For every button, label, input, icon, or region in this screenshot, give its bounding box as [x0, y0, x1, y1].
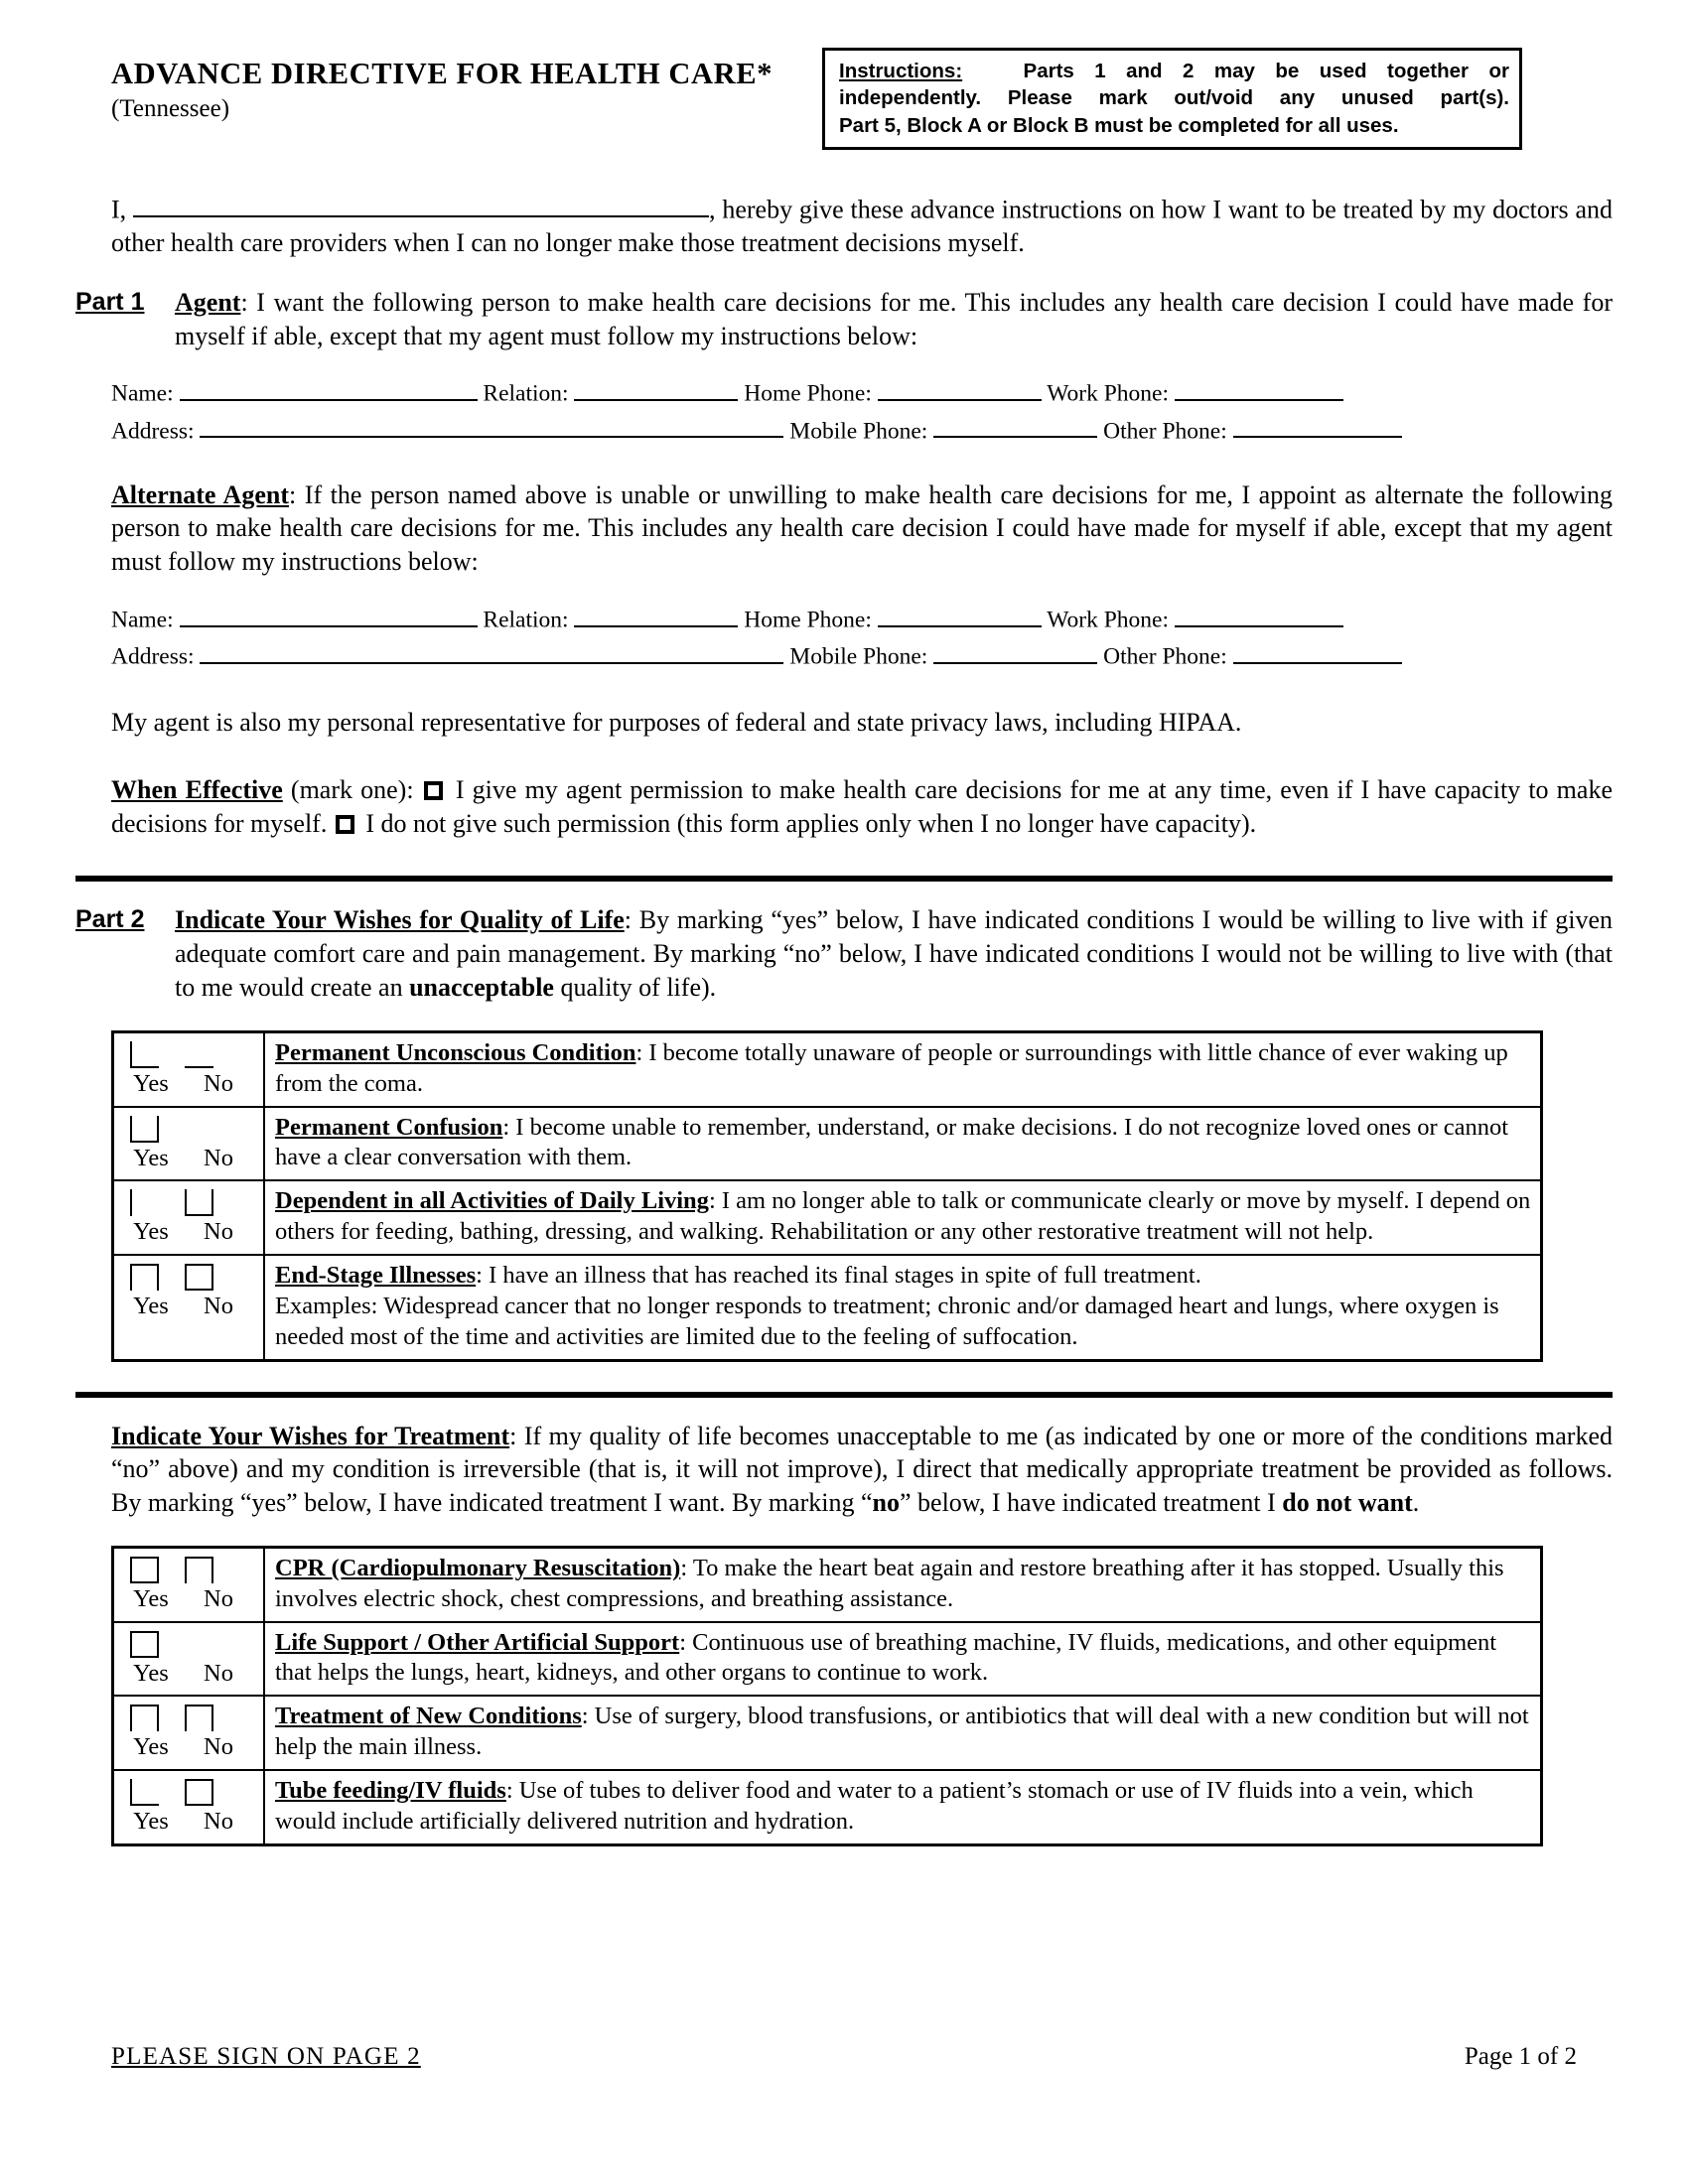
alt-agent-relation-label: Relation:: [483, 607, 569, 633]
alt-agent-name-input[interactable]: [180, 601, 478, 627]
yes-no-boxes: [114, 1264, 263, 1294]
when-effective-option-2-checkbox[interactable]: [336, 815, 354, 834]
alt-agent-work-phone-input[interactable]: [1175, 601, 1343, 627]
yes-no-cell: [113, 1696, 265, 1770]
agent-mobile-phone-label: Mobile Phone:: [789, 418, 928, 445]
page-number: Page 1 of 2: [1464, 2043, 1577, 2070]
agent-work-phone-input[interactable]: [1175, 374, 1343, 401]
treatment-row-heading: Treatment of New Conditions: [275, 1703, 582, 1730]
yes-no-cell: [113, 1180, 265, 1255]
yes-checkbox[interactable]: [130, 1705, 159, 1731]
treatment-heading: Indicate Your Wishes for Treatment: [111, 1421, 510, 1450]
instructions-line-2: independently. Please mark out/void any unused part(s).: [839, 86, 1509, 110]
yes-label: Yes: [133, 1808, 169, 1836]
yes-no-cell: [113, 1107, 265, 1181]
alternate-agent-text: : If the person named above is unable or unwilling to make health care decisions for me, I appoint as alternate the following person to make health care decisions for me. This includes any health care decision I could have made for myself if able, except that my agent must follow my instructions below:: [111, 479, 1613, 577]
part-2-body: [175, 903, 1613, 1004]
condition-text: : I have an illness that has reached its final stages in spite of full treatment.: [476, 1261, 1201, 1289]
alt-agent-home-phone-input[interactable]: [878, 601, 1042, 627]
yes-label: Yes: [133, 1584, 169, 1612]
alt-agent-address-input[interactable]: [200, 637, 783, 664]
no-label: No: [204, 1659, 233, 1687]
treatment-row-text: : To make the heart beat again and restore breathing after it has stopped. Usually this involves electric shock, chest compressions, and breathing assistance.: [275, 1554, 1504, 1612]
sign-note: PLEASE SIGN ON PAGE 2: [111, 2043, 421, 2070]
treatment-text-bold-1: no: [872, 1488, 900, 1518]
agent-address-input[interactable]: [200, 412, 783, 439]
agent-relation-label: Relation:: [483, 381, 569, 408]
when-effective-paragraph: [111, 773, 1613, 841]
when-effective-heading: When Effective: [111, 774, 283, 804]
alt-agent-mobile-phone-input[interactable]: [933, 637, 1097, 664]
no-checkbox[interactable]: [185, 1116, 213, 1143]
yes-no-boxes: [114, 1631, 263, 1661]
table-row: [113, 1696, 1542, 1770]
no-checkbox[interactable]: [185, 1557, 213, 1583]
alt-agent-relation-input[interactable]: [574, 601, 738, 627]
yes-no-labels: [114, 1146, 263, 1171]
no-checkbox[interactable]: [185, 1779, 213, 1806]
part-1-label: Part 1: [75, 287, 145, 316]
quality-of-life-text: : By marking “yes” below, I have indicated conditions I would be willing to live with if given adequate comfort care and pain management. By marking “no” below, I have indicated conditions I would not be willing to live with (that to me would create an: [175, 905, 1614, 1002]
no-label: No: [204, 1733, 233, 1761]
yes-no-boxes: [114, 1779, 263, 1809]
yes-no-labels: [114, 1586, 263, 1612]
part-1-section: [75, 286, 1613, 353]
treatment-description: [264, 1696, 1542, 1770]
treatment-description: [264, 1547, 1542, 1621]
yes-no-cell: [113, 1255, 265, 1360]
agent-name-input[interactable]: [180, 374, 478, 401]
no-label: No: [204, 1069, 233, 1097]
table-row: [113, 1547, 1542, 1621]
part-divider-1: [75, 876, 1613, 882]
when-effective-option-1-label: I give my agent permission to make health care decisions for me at any time, even if I have capacity to make decisions for myself.: [111, 774, 1613, 838]
yes-checkbox[interactable]: [130, 1189, 159, 1216]
yes-no-cell: [113, 1547, 265, 1621]
alternate-agent-paragraph: [111, 478, 1613, 579]
agent-field-row-2: [111, 412, 1613, 449]
part-divider-2: [75, 1392, 1613, 1398]
condition-description: [264, 1031, 1542, 1106]
condition-heading: Permanent Confusion: [275, 1113, 503, 1141]
no-label: No: [204, 1292, 233, 1319]
table-row: [113, 1255, 1542, 1360]
condition-text: : I become unable to remember, understand, or make decisions. I do not recognize loved ones or cannot have a clear conversation with them.: [275, 1113, 1509, 1171]
yes-no-cell: [113, 1031, 265, 1106]
yes-label: Yes: [133, 1659, 169, 1687]
intro-paragraph: [111, 189, 1613, 260]
treatment-text-bold-2: do not want: [1282, 1488, 1413, 1518]
table-row: [113, 1031, 1542, 1106]
treatment-text-end: .: [1412, 1488, 1420, 1518]
treatment-description: [264, 1622, 1542, 1697]
condition-heading: End-Stage Illnesses: [275, 1261, 477, 1289]
condition-heading: Dependent in all Activities of Daily Living: [275, 1187, 709, 1215]
page-title: ADVANCE DIRECTIVE FOR HEALTH CARE*: [111, 57, 774, 90]
table-row: [113, 1770, 1542, 1844]
alt-agent-address-label: Address:: [111, 643, 195, 670]
treatment-row-heading: CPR (Cardiopulmonary Resuscitation): [275, 1554, 681, 1581]
treatment-row-text: : Use of tubes to deliver food and water to a patient’s stomach or use of IV fluids into a vein, which would include artificially delivered nutrition and hydration.: [275, 1777, 1474, 1835]
when-effective-option-1-checkbox[interactable]: [424, 781, 443, 800]
agent-mobile-phone-input[interactable]: [933, 412, 1097, 439]
agent-other-phone-label: Other Phone:: [1103, 418, 1227, 445]
yes-label: Yes: [133, 1069, 169, 1097]
condition-description: [264, 1255, 1542, 1360]
yes-checkbox[interactable]: [130, 1264, 159, 1291]
instructions-line-3: Part 5, Block A or Block B must be completed for all uses.: [839, 113, 1399, 137]
condition-text: : I am no longer able to talk or communicate clearly or move by myself. I depend on others for feeding, bathing, dressing, and walking. Rehabilitation or any other restorative treatment will not help.: [275, 1187, 1531, 1246]
agent-name-label: Name:: [111, 381, 174, 408]
when-effective-mark-one: (mark one):: [282, 774, 414, 804]
no-checkbox[interactable]: [185, 1631, 213, 1658]
condition-examples: Examples: Widespread cancer that no longer responds to treatment; chronic and/or damaged heart and lungs, where oxygen is needed most of the time and activities are limited due to the feeling of suffocation.: [275, 1292, 1499, 1350]
quality-of-life-heading: Indicate Your Wishes for Quality of Life: [175, 905, 625, 935]
instructions-line-1: [839, 58, 1509, 84]
yes-no-cell: [113, 1770, 265, 1844]
yes-label: Yes: [133, 1144, 169, 1171]
yes-no-boxes: [114, 1041, 263, 1071]
instructions-line-1-rest: Parts 1 and 2 may be used together or: [1023, 60, 1509, 82]
yes-no-boxes: [114, 1705, 263, 1734]
alt-agent-other-phone-input[interactable]: [1233, 637, 1402, 664]
when-effective-option-2-label: I do not give such permission (this form applies only when I no longer have capacity).: [358, 808, 1257, 838]
treatment-wishes-paragraph: [111, 1420, 1613, 1520]
agent-home-phone-label: Home Phone:: [744, 381, 872, 408]
yes-no-boxes: [114, 1189, 263, 1219]
intro-pre: I,: [111, 195, 127, 224]
yes-no-cell: [113, 1622, 265, 1697]
treatment-row-text: : Continuous use of breathing machine, IV fluids, medications, and other equipment that helps the lungs, heart, kidneys, and other organs to continue to work.: [275, 1628, 1497, 1687]
hipaa-paragraph: My agent is also my personal representative for purposes of federal and state privacy laws, including HIPAA.: [111, 708, 1242, 737]
alt-agent-name-label: Name:: [111, 607, 174, 633]
document-header: [75, 40, 1613, 159]
treatment-description: [264, 1770, 1542, 1844]
alt-agent-field-row-1: [111, 601, 1613, 637]
part-2-section: [75, 903, 1613, 1004]
treatment-text: : If my quality of life becomes unacceptable to me (as indicated by one or more of the conditions marked “no” above) and my condition is irreversible (that is, it will not improve), I direct that medically appropriate treatment be provided as follows. By marking “yes” below, I have indicated treatment I want. By marking “: [111, 1421, 1613, 1518]
yes-no-labels: [114, 1734, 263, 1760]
page-subtitle: (Tennessee): [111, 95, 230, 123]
no-label: No: [204, 1218, 233, 1246]
yes-no-labels: [114, 1219, 263, 1245]
yes-label: Yes: [133, 1218, 169, 1246]
yes-checkbox[interactable]: [130, 1779, 159, 1806]
alt-agent-field-row-2: [111, 637, 1613, 674]
title-block: [111, 58, 773, 124]
yes-no-labels: [114, 1661, 263, 1687]
table-row: [113, 1180, 1542, 1255]
instructions-label: Instructions:: [839, 60, 963, 82]
treatment-text-mid: ” below, I have indicated treatment I: [899, 1488, 1283, 1518]
no-label: No: [204, 1144, 233, 1171]
no-label: No: [204, 1808, 233, 1836]
agent-field-row-1: [111, 374, 1613, 411]
yes-checkbox[interactable]: [130, 1116, 159, 1143]
table-row: [113, 1107, 1542, 1181]
treatment-row-heading: Tube feeding/IV fluids: [275, 1777, 506, 1805]
condition-heading: Permanent Unconscious Condition: [275, 1038, 636, 1066]
quality-of-life-table: [111, 1030, 1543, 1362]
agent-work-phone-label: Work Phone:: [1047, 381, 1169, 408]
yes-no-boxes: [114, 1557, 263, 1586]
no-checkbox[interactable]: [185, 1264, 213, 1291]
alt-agent-work-phone-label: Work Phone:: [1047, 607, 1169, 633]
declarant-name-blank[interactable]: [133, 189, 709, 217]
yes-checkbox[interactable]: [130, 1631, 159, 1658]
agent-heading: Agent: [175, 287, 241, 317]
part-1-body: [175, 286, 1613, 353]
quality-of-life-text-end: quality of life).: [553, 972, 717, 1002]
agent-relation-input[interactable]: [574, 374, 738, 401]
table-row: [113, 1622, 1542, 1697]
intro-post: , hereby give these advance instructions on how I want to be treated by my doctors and other health care providers when I can no longer make those treatment decisions myself.: [111, 195, 1614, 258]
alt-agent-other-phone-label: Other Phone:: [1103, 643, 1227, 670]
alt-agent-home-phone-label: Home Phone:: [744, 607, 872, 633]
condition-text: : I become totally unaware of people or surroundings with little chance of ever waking up from the coma.: [275, 1038, 1508, 1097]
treatment-row-text: : Use of surgery, blood transfusions, or antibiotics that will deal with a new condition but will not help the main illness.: [275, 1703, 1529, 1761]
yes-label: Yes: [133, 1733, 169, 1761]
yes-no-labels: [114, 1809, 263, 1835]
treatment-row-heading: Life Support / Other Artificial Support: [275, 1628, 680, 1656]
instructions-box: [822, 48, 1522, 150]
yes-no-boxes: [114, 1116, 263, 1146]
alternate-agent-fields: [111, 601, 1613, 674]
alternate-agent-heading: Alternate Agent: [111, 479, 289, 509]
agent-other-phone-input[interactable]: [1233, 412, 1402, 439]
agent-fields: [111, 374, 1613, 448]
condition-description: [264, 1180, 1542, 1255]
yes-checkbox[interactable]: [130, 1557, 159, 1583]
document-footer: [111, 2043, 1577, 2071]
alt-agent-mobile-phone-label: Mobile Phone:: [789, 643, 928, 670]
no-checkbox[interactable]: [185, 1055, 213, 1068]
agent-home-phone-input[interactable]: [878, 374, 1042, 401]
no-checkbox[interactable]: [185, 1189, 213, 1216]
yes-label: Yes: [133, 1292, 169, 1319]
agent-address-label: Address:: [111, 418, 195, 445]
yes-no-labels: [114, 1294, 263, 1319]
treatment-wishes-table: [111, 1546, 1543, 1846]
yes-checkbox[interactable]: [130, 1041, 159, 1068]
agent-text: : I want the following person to make health care decisions for me. This includes any health care decision I could have made for myself if able, except that my agent must follow my instructions below:: [175, 287, 1613, 350]
yes-no-labels: [114, 1071, 263, 1097]
no-checkbox[interactable]: [185, 1705, 213, 1731]
condition-description: [264, 1107, 1542, 1181]
no-label: No: [204, 1584, 233, 1612]
quality-of-life-text-bold: unacceptable: [409, 972, 554, 1002]
part-2-label: Part 2: [75, 905, 145, 934]
